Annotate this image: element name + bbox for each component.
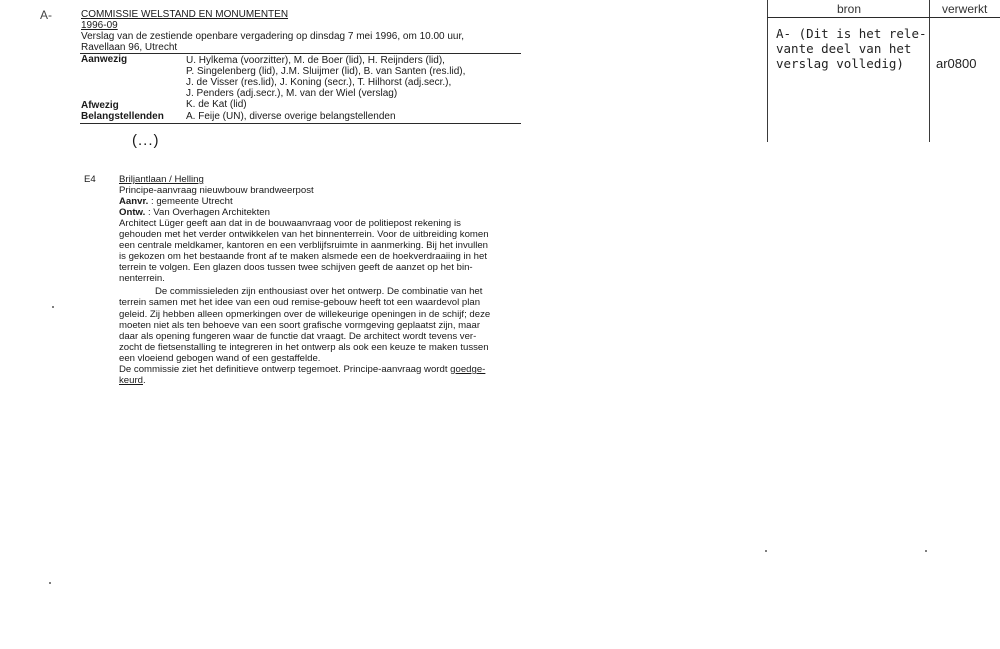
body-line-3: een centrale meldkamer, kantoren en een verblijfsruimte in aanmerking. Bij het invullen	[119, 240, 489, 251]
scan-speck	[765, 550, 767, 552]
attendees-line: A. Feije (UN), diverse overige belangstellenden	[186, 111, 396, 122]
verdict-part-2: keurd	[119, 375, 143, 386]
table-column-divider	[929, 0, 930, 142]
body-line-4: is gekozen om het bestaande front af te maken alsmede een de hoekverdraaiing in het	[119, 251, 487, 262]
note-line-3: verslag volledig)	[776, 56, 904, 71]
body-line-14	[119, 364, 485, 375]
applicant-label: Aanvr.	[119, 196, 149, 207]
scan-speck	[52, 306, 54, 308]
note-line-2: vante deel van het	[776, 41, 912, 56]
verdict-part-1: goedge-	[450, 364, 486, 375]
committee-title: COMMISSIE WELSTAND EN MONUMENTEN	[81, 9, 289, 20]
archive-code: ar0800	[936, 56, 977, 71]
body-line-13: een vloeiend gebogen wand of een gestaffelde.	[119, 353, 321, 364]
attendees-label: Belangstellenden	[81, 111, 164, 122]
table-left-border	[767, 0, 768, 142]
present-line-3: J. de Visser (res.lid), J. Koning (secr.), T. Hilhorst (adj.secr.),	[186, 77, 452, 88]
absent-line: K. de Kat (lid)	[186, 99, 247, 110]
present-line-1: U. Hylkema (voorzitter), M. de Boer (lid), H. Reijnders (lid),	[186, 55, 445, 66]
body-line-2: gehouden met het verder ontwikkelen van het binnenterrein. Voor de uitbreiding komen	[119, 229, 489, 240]
body-line-5: terrein te volgen. Een glazen doos tussen twee schijven geeft de aanzet op het bin-	[119, 262, 473, 273]
report-line-2: Ravellaan 96, Utrecht	[81, 42, 178, 53]
body-line-15	[119, 375, 146, 386]
present-label: Aanwezig	[81, 54, 128, 65]
divider-bottom	[80, 123, 521, 124]
column-processed: verwerkt	[942, 2, 988, 16]
column-source: bron	[837, 2, 862, 16]
source-table	[767, 0, 1000, 142]
applicant-value: : gemeente Utrecht	[151, 196, 233, 207]
body-line-9: geleid. Zij hebben alleen opmerkingen over de willekeurige openingen in de schijf; deze	[119, 309, 491, 320]
designer-label: Ontw.	[119, 207, 146, 218]
present-line-4: J. Penders (adj.secr.), M. van der Wiel (verslag)	[186, 88, 398, 99]
divider-top	[80, 53, 521, 54]
body-line-6: nenterrein.	[119, 273, 165, 284]
report-line-1: Verslag van de zestiende openbare vergadering op dinsdag 7 mei 1996, om 10.00 uur,	[81, 31, 465, 42]
item-applicant	[119, 196, 233, 207]
body-line-1: Architect Lüger geeft aan dat in de bouwaanvraag voor de politiepost rekening is	[119, 218, 461, 229]
item-code: E4	[84, 174, 96, 185]
meeting-number: 1996-09	[81, 20, 118, 31]
item-location: Briljantlaan / Helling	[119, 174, 204, 185]
table-header-rule	[767, 17, 1000, 18]
scan-speck	[49, 582, 51, 584]
margin-mark: A-	[40, 8, 52, 22]
body-line-12: zocht de fietsenstalling te integreren in het ontwerp als ook een keuze te maken tussen	[119, 342, 489, 353]
absent-label: Afwezig	[81, 100, 119, 111]
conclusion-text: De commissie ziet het definitieve ontwerp tegemoet. Principe-aanvraag wordt	[119, 364, 448, 375]
item-designer	[119, 207, 270, 218]
present-line-2: P. Singelenberg (lid), J.M. Sluijmer (lid), B. van Santen (res.lid),	[186, 66, 466, 77]
scan-speck	[925, 550, 927, 552]
body-line-7: De commissieleden zijn enthousiast over het ontwerp. De combinatie van het	[155, 286, 483, 297]
note-line-1: A- (Dit is het rele-	[776, 26, 927, 41]
body-line-8: terrein samen met het idee van een oud remise-gebouw heeft tot een waardevol plan	[119, 297, 481, 308]
body-line-10: moeten niet als ten behoeve van een soort grafische vormgeving geplaatst zijn, maar	[119, 320, 481, 331]
ellipsis: (...)	[132, 132, 160, 149]
period: .	[143, 375, 146, 386]
body-line-11: daar als opening fungeren waar de functie dat vraagt. De architect wordt tevens ver-	[119, 331, 477, 342]
designer-value: : Van Overhagen Architekten	[147, 207, 270, 218]
item-subject: Principe-aanvraag nieuwbouw brandweerpost	[119, 185, 314, 196]
